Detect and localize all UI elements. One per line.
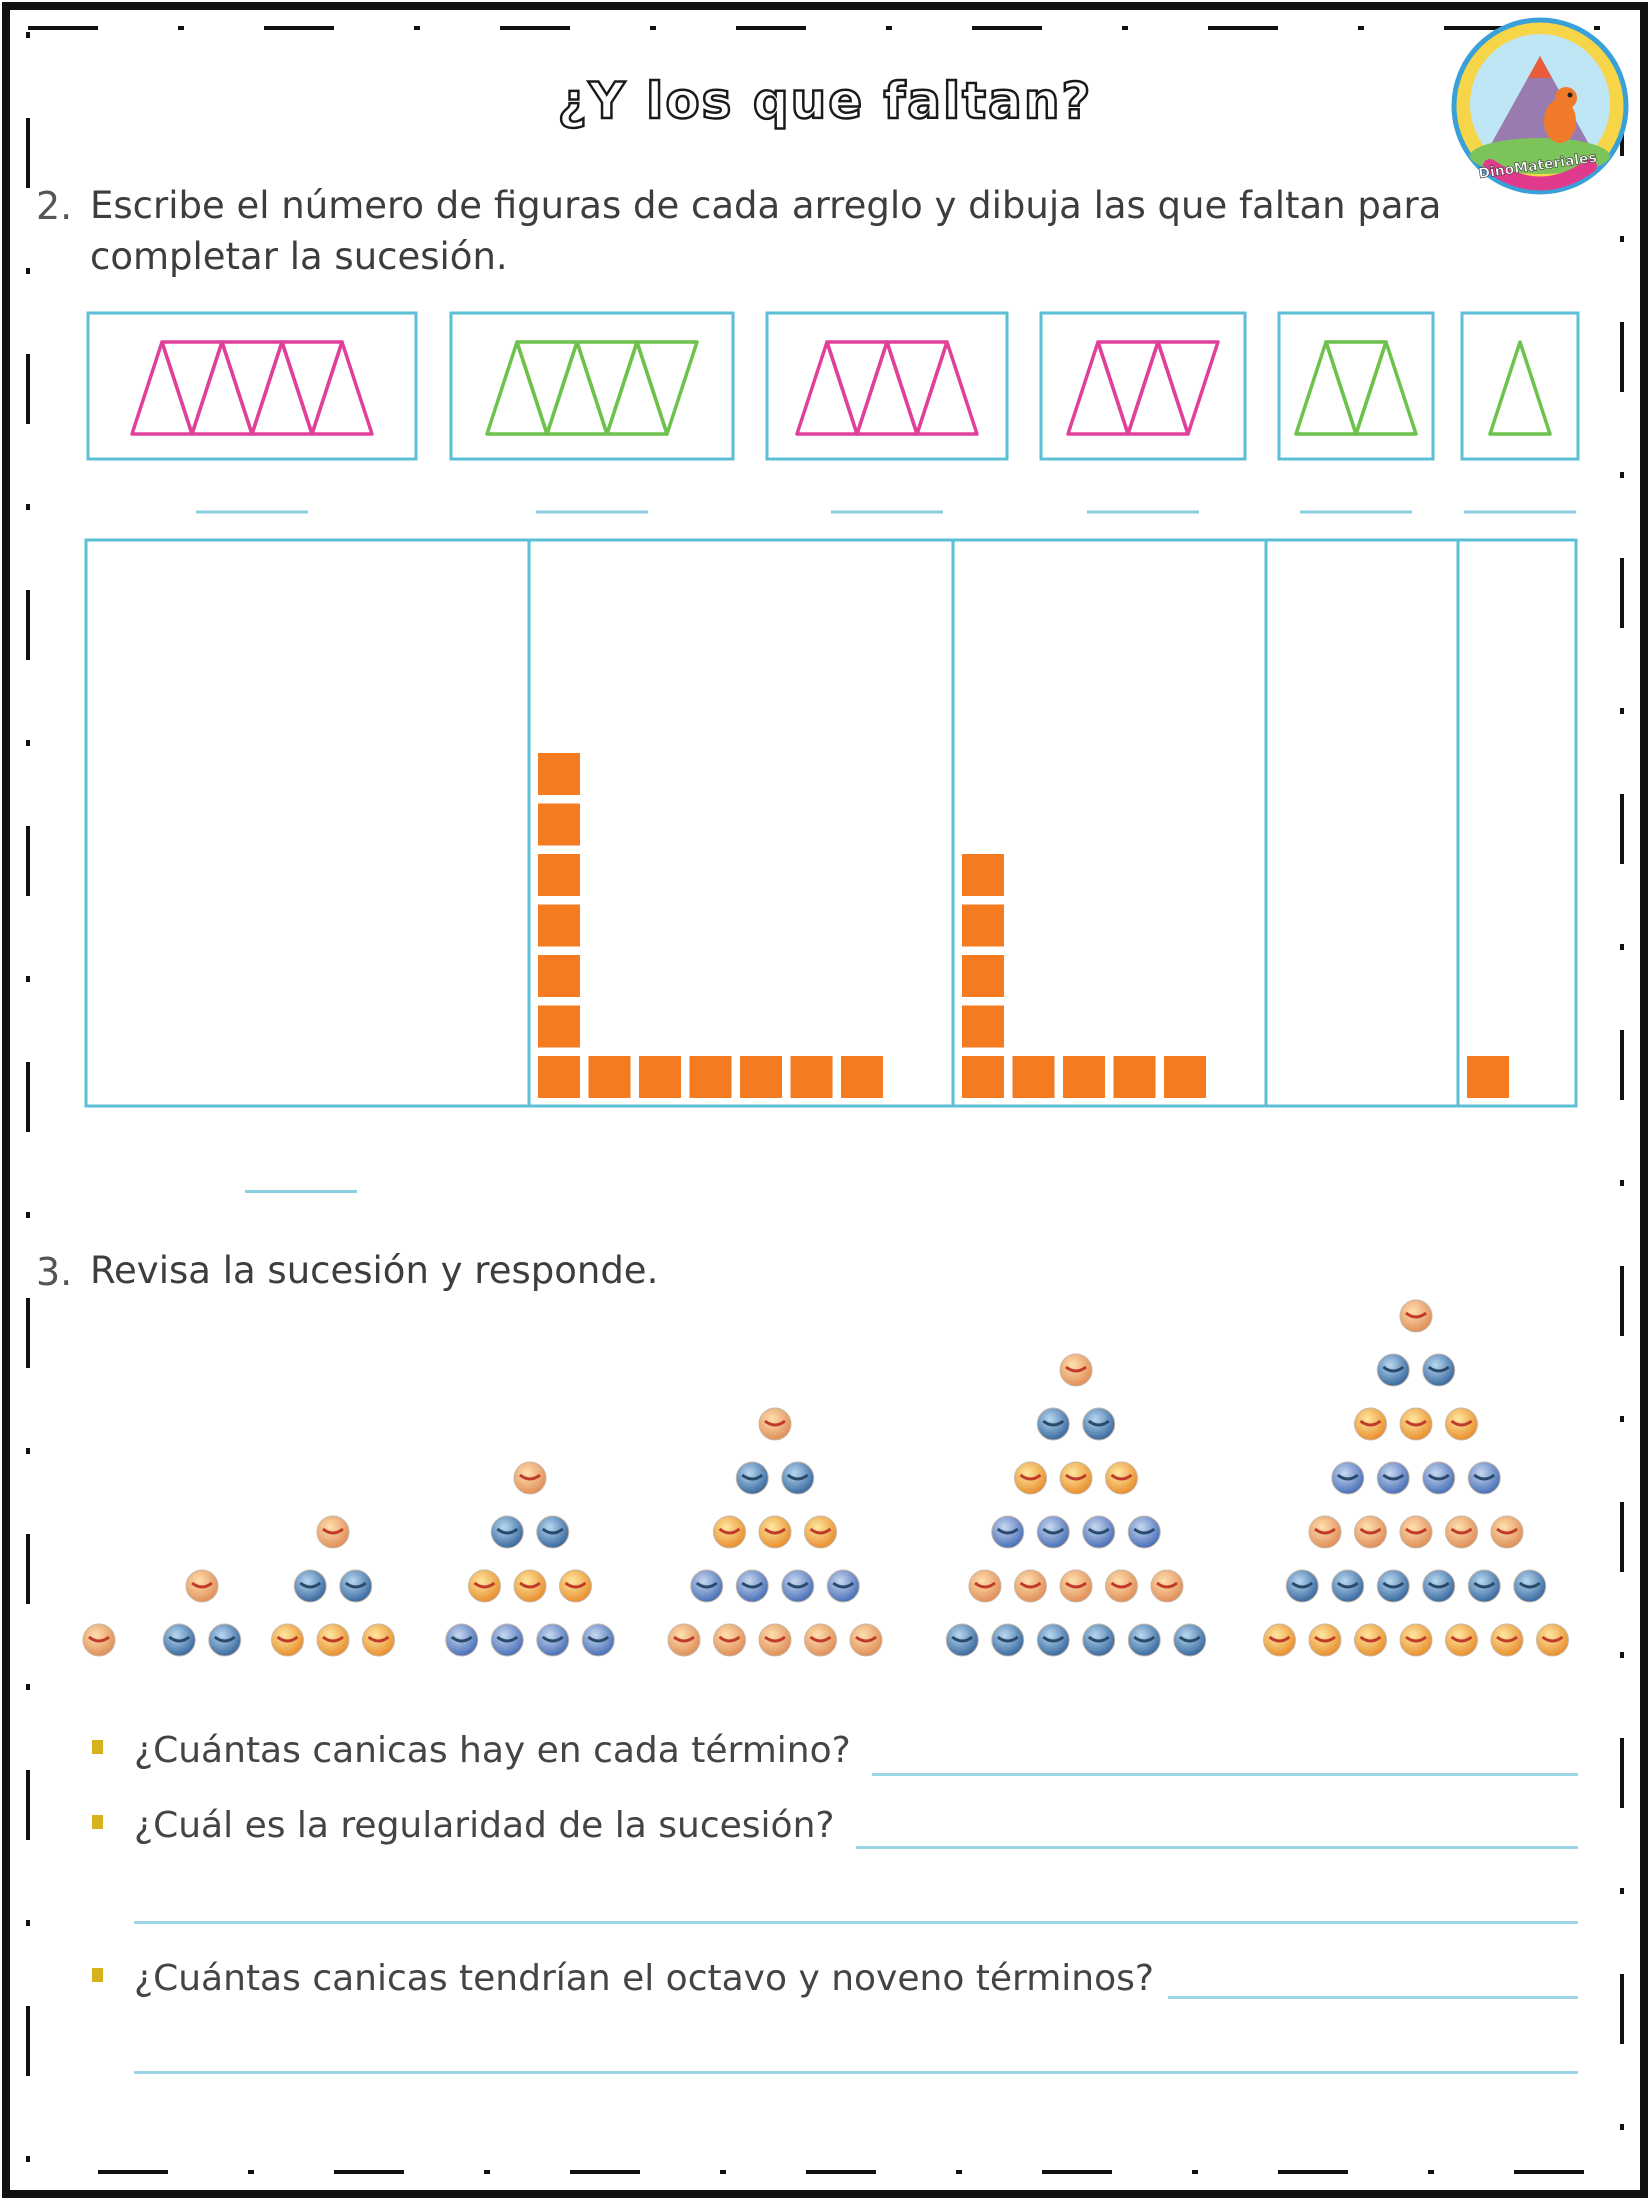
instruction-line-1: Escribe el número de figuras de cada arreglo y dibuja las que faltan para [90,184,1442,227]
marble [1332,1570,1364,1602]
marble [1264,1624,1296,1656]
marble [736,1570,768,1602]
marble [714,1624,746,1656]
question-3-text: ¿Cuántas canicas tendrían el octavo y noveno términos? [134,1958,1154,1999]
marble [1423,1570,1455,1602]
marble [1037,1624,1069,1656]
marble [294,1570,326,1602]
marble [946,1624,978,1656]
marble [1286,1570,1318,1602]
marble [1400,1408,1432,1440]
marble [1083,1408,1115,1440]
page-title: ¿Y los que faltan? [557,72,1093,130]
marble [317,1516,349,1548]
marble [1015,1570,1047,1602]
marble [1060,1354,1092,1386]
marble [163,1624,195,1656]
marble [1468,1462,1500,1494]
marble [1446,1624,1478,1656]
marble [1015,1462,1047,1494]
marble [1037,1408,1069,1440]
answer-line-2b[interactable] [134,1921,1578,1924]
marble [1151,1570,1183,1602]
marble [1083,1516,1115,1548]
marble [805,1516,837,1548]
marble [1309,1624,1341,1656]
marble [759,1516,791,1548]
instruction-line-2: completar la sucesión. [90,235,508,278]
marble [1106,1570,1138,1602]
marble [1060,1462,1092,1494]
marble [759,1624,791,1656]
marble [1377,1462,1409,1494]
marble [1537,1624,1569,1656]
marble [736,1462,768,1494]
marble [1128,1624,1160,1656]
answer-line-3b[interactable] [134,2071,1578,2074]
marble [1332,1462,1364,1494]
marble [1423,1354,1455,1386]
marble [537,1516,569,1548]
marble [782,1570,814,1602]
marble [1355,1516,1387,1548]
marble [1309,1516,1341,1548]
answer-line-2a[interactable] [856,1846,1578,1849]
marble [1468,1570,1500,1602]
marble [992,1516,1024,1548]
question-2-text: ¿Cuál es la regularidad de la sucesión? [134,1805,835,1846]
section3-instruction: Revisa la sucesión y responde. [90,1249,659,1292]
marble [1355,1408,1387,1440]
marble [668,1624,700,1656]
marble [1446,1408,1478,1440]
marble [560,1570,592,1602]
bullet-2 [92,1815,103,1829]
marble [1355,1624,1387,1656]
marble [1400,1300,1432,1332]
marble [1400,1516,1432,1548]
question-number-3: 3. [36,1250,73,1294]
marble [317,1624,349,1656]
marble-term-5 [668,1408,882,1656]
marble [782,1462,814,1494]
marble [1491,1516,1523,1548]
marble-term-6 [946,1354,1206,1656]
question-1-text: ¿Cuántas canicas hay en cada término? [134,1730,851,1771]
marble [469,1570,501,1602]
marble [805,1624,837,1656]
marble [582,1624,614,1656]
marble [209,1624,241,1656]
marble [1106,1462,1138,1494]
marble [1423,1462,1455,1494]
marble [514,1570,546,1602]
marble-term-3 [272,1516,395,1656]
marble-term-1 [83,1624,115,1656]
marble [714,1516,746,1548]
marble [446,1624,478,1656]
marble [992,1624,1024,1656]
question-number-2: 2. [36,184,73,228]
marble [1060,1570,1092,1602]
marble [537,1624,569,1656]
marble [340,1570,372,1602]
marble [759,1408,791,1440]
marble [363,1624,395,1656]
marble-term-4 [446,1462,615,1656]
marble [1400,1624,1432,1656]
marble [272,1624,304,1656]
marble [691,1570,723,1602]
marble [850,1624,882,1656]
answer-line-3a[interactable] [1168,1996,1578,1999]
logo-text: DinoMateriales [1477,149,1598,183]
marble [514,1462,546,1494]
marble [1377,1354,1409,1386]
marble-term-7 [1264,1300,1569,1656]
marble [1128,1516,1160,1548]
marble [1037,1516,1069,1548]
marble [491,1624,523,1656]
marble [1377,1570,1409,1602]
marble [1446,1516,1478,1548]
marble [1083,1624,1115,1656]
marble [969,1570,1001,1602]
marble [83,1624,115,1656]
marble [1491,1624,1523,1656]
marble [491,1516,523,1548]
bullet-3 [92,1968,103,1982]
answer-line-1[interactable] [872,1773,1578,1776]
marble [1514,1570,1546,1602]
marble [827,1570,859,1602]
marble-term-2 [163,1570,241,1656]
marble [186,1570,218,1602]
marble [1174,1624,1206,1656]
bullet-1 [92,1740,103,1754]
